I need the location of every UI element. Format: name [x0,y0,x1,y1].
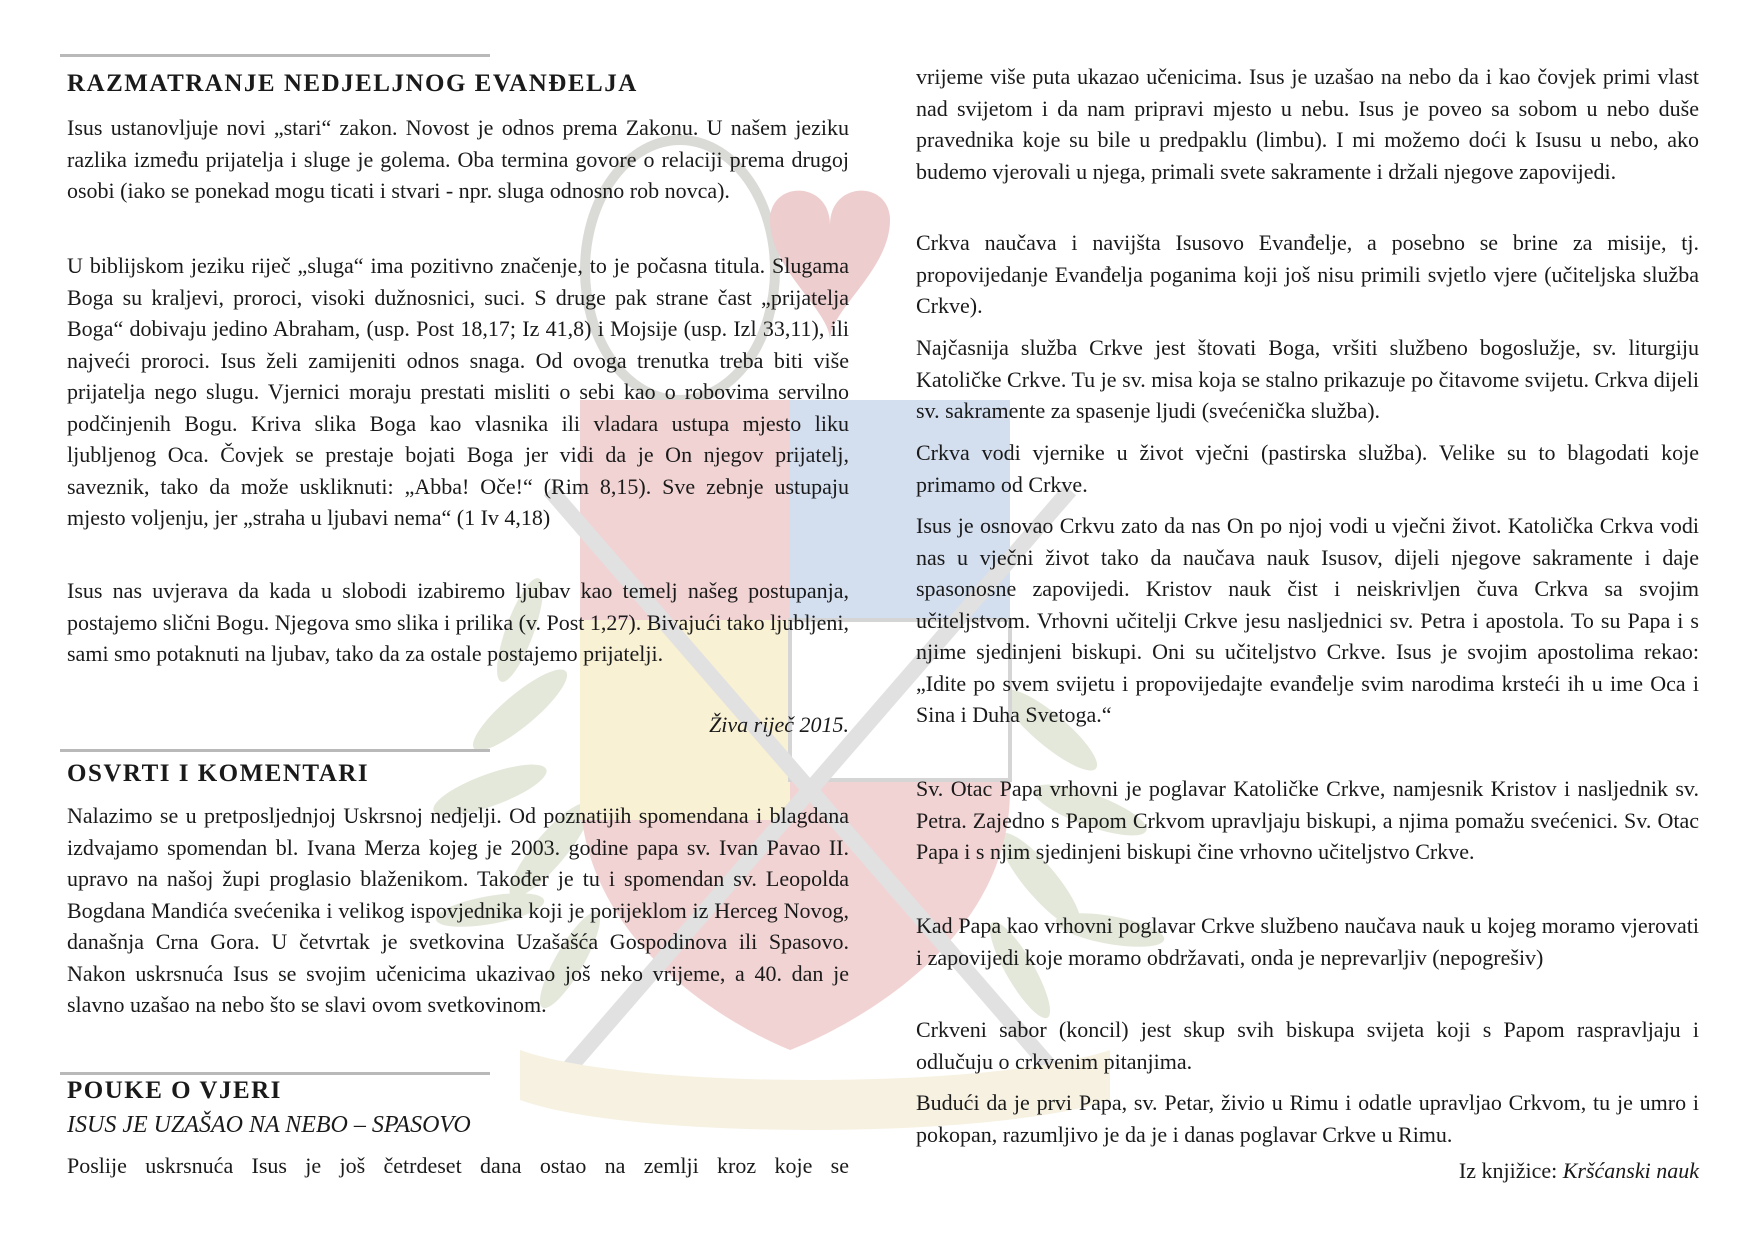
paragraph: Budući da je prvi Papa, sv. Petar, živio u Rimu i odatle upravljao Crkvom, tu je umro i pokopan, razumljivo je da je i danas poglavar Crkve u Rimu. [916,1090,1699,1147]
paragraph: Crkva naučava i navijšta Isusovo Evanđelje, a posebno se brine za misije, tj. propovijedanje Evanđelja poganima koji još nisu primili svjetlo vjere (učiteljska služba Crkve). [916,230,1699,318]
section-divider [60,54,490,57]
paragraph: Isus nas uvjerava da kada u slobodi izabiremo ljubav kao temelj našeg postupanja, postajemo slični Bogu. Njegova smo slika i prilika (v. Post 1,27). Bivajući tako ljubljeni, sami smo potaknuti na ljubav, tako da za ostale postajemo prijatelji. [67,578,849,666]
paragraph: Isus je osnovao Crkvu zato da nas On po njoj vodi u vječni život. Katolička Crkva vodi nas u vječni život tako da naučava nauk Isusov, dijeli njegove sakramente i daje spasonosne zapovijedi. Kristov nauk čist i neiskrivljen čuva Crkva sa svojim učiteljstvom. Vrhovni učitelji Crkve jesu nasljednici sv. Petra i apostola. To su Papa i s njime sjedinjeni biskupi. Oni su učiteljstvo Crkve. Isus je svojim apostolima rekao: „Idite po svem svijetu i propovijedajte evanđelje svim narodima krsteći ih u ime Oca i Sina i Duha Svetoga.“ [916,513,1699,727]
paragraph: Nalazimo se u pretposljednjoj Uskrsnoj nedjelji. Od poznatijih spomendana i blagdana izdvajamo spomendan bl. Ivana Merza kojeg je 2003. godine papa sv. Ivan Pavao II. upravo na našoj župi proglasio blaženikom. Također je tu i spomendan sv. Leopolda Bogdana Mandića svećenika i velikog ispovjednika koji je porijeklom iz Herceg Novog, današnja Crna Gora. U četvrtak je svetkovina Uzašašća Gospodinova ili Spasovo. Nakon uskrsnuća Isus se svojim učenicima ukazivao još neko vrijeme, a 40. dan je slavno uzašao na nebo što se slavi ovom svetkovinom. [67,803,849,1017]
paragraph: Kad Papa kao vrhovni poglavar Crkve službeno naučava nauk u kojeg moramo vjerovati i zapovijedi koje moramo obdržavati, onda je neprevarljiv (nepogrešiv) [916,913,1699,970]
section-divider [60,1072,490,1075]
source-title: Živa riječ 2015. [709,712,849,737]
source-signature [1459,1158,1699,1184]
paragraph: Sv. Otac Papa vrhovni je poglavar Katoličke Crkve, namjesnik Kristov i nasljednik sv. Petra. Zajedno s Papom Crkvom upravljaju biskupi, a njima pomažu svećenici. Sv. Otac Papa i s njim sjedinjeni biskupi čine vrhovno učiteljstvo Crkve. [916,776,1699,864]
source-prefix: Iz knjižice: [1458,1158,1558,1183]
section-divider [60,749,490,752]
paragraph: U biblijskom jeziku riječ „sluga“ ima pozitivno značenje, to je počasna titula. Slugama Boga su kraljevi, proroci, visoki dužnosnici, suci. S druge pak strane čast „prijatelja Boga“ dobivaju jedino Abraham, (usp. Post 18,17; Iz 41,8) i Mojsije (usp. Izl 33,11), ili najveći proroci. Isus želi zamijeniti odnos snaga. Od ovoga trenutka treba biti više prijatelja nego slugu. Vjernici moraju prestati misliti o sebi kao o robovima servilno podčinjenih Bogu. Kriva slika Boga kao vlasnika ili vladara ustupa mjesto liku ljubljenog Oca. Čovjek se prestaje bojati Boga jer vidi da je On njegov prijatelj, saveznik, tako da može uskliknuti: „Abba! Oče!“ (Rim 8,15). Sve zebnje ustupaju mjesto voljenju, jer „straha u ljubavi nema“ (1 Iv 4,18) [67,253,849,530]
source-signature [709,712,849,738]
paragraph: Najčasnija služba Crkve jest štovati Boga, vršiti službeno bogoslužje, sv. liturgiju Katoličke Crkve. Tu je sv. misa koja se stalno prikazuje po čitavome svijetu. Crkva dijeli sv. sakramente za spasenje ljudi (svećenička služba). [916,335,1699,423]
section-subheading: ISUS JE UZAŠAO NA NEBO – SPASOVO [67,1112,471,1138]
paragraph: Crkva vodi vjernike u život vječni (pastirska služba). Velike su to blagodati koje primamo od Crkve. [916,440,1699,497]
paragraph: vrijeme više puta ukazao učenicima. Isus je uzašao na nebo da i kao čovjek primi vlast nad svijetom i da nam pripravi mjesto u nebu. Isus je poveo sa sobom u nebo duše pravednika koje su bile u predpaklu (limbu). I mi možemo doći k Isusu u nebo, ako budemo vjerovali u njega, primali svete sakramente i držali njegove zapovijedi. [916,64,1699,184]
paragraph: Poslije uskrsnuća Isus je još četrdeset dana ostao na zemlji kroz koje se [67,1153,849,1178]
section-heading-reflection: RAZMATRANJE NEDJELJNOG EVANĐELJA [67,70,638,97]
section-heading-comments: OSVRTI I KOMENTARI [67,760,370,787]
section-heading-faith: POUKE O VJERI [67,1077,282,1104]
source-title: Kršćanski nauk [1562,1158,1699,1183]
paragraph: Isus ustanovljuje novi „stari“ zakon. Novost je odnos prema Zakonu. U našem jeziku razlika između prijatelja i sluge je golema. Oba termina govore o relaciji prema drugoj osobi (iako se ponekad mogu ticati i stvari - npr. sluga odnosno rob novca). [67,115,849,203]
paragraph: Crkveni sabor (koncil) jest skup svih biskupa svijeta koji s Papom raspravljaju i odlučuju o crkvenim pitanjima. [916,1017,1699,1074]
